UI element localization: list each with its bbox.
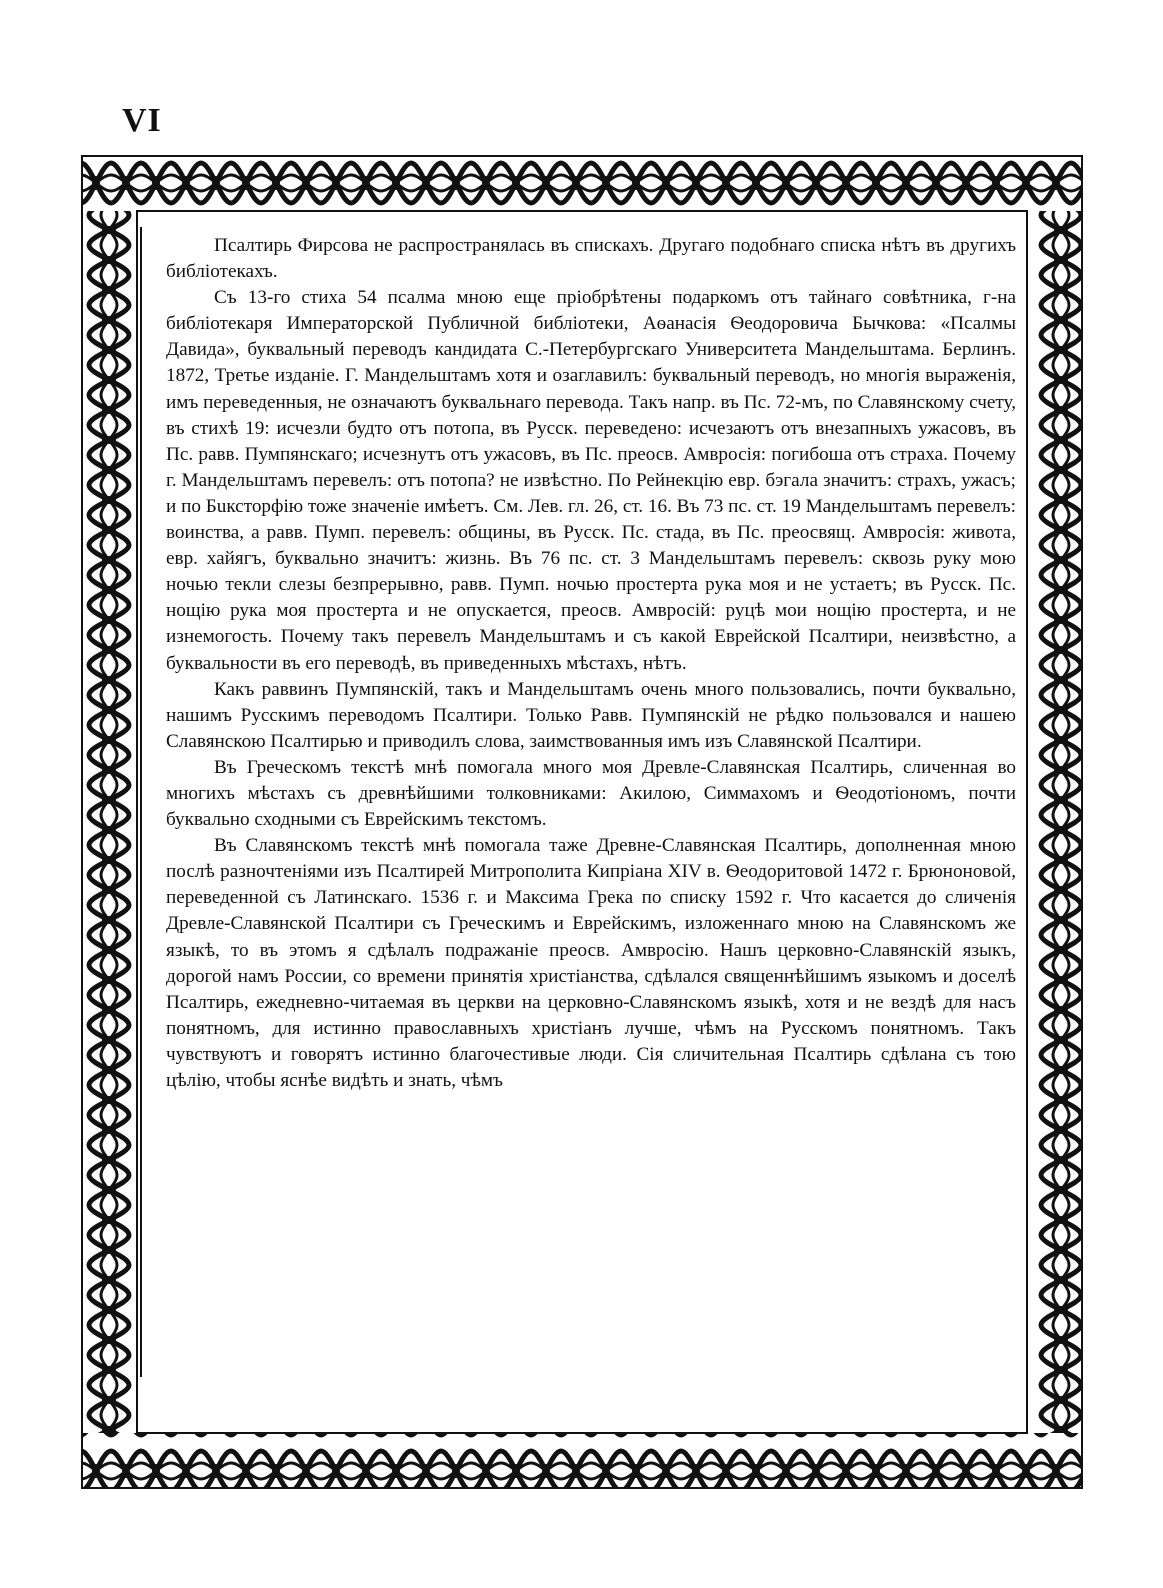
page-number: VI bbox=[122, 102, 162, 139]
body-text bbox=[140, 227, 1028, 1377]
paragraph: Въ Греческомъ текстѣ мнѣ помогала много моя Древле-Славянская Псалтирь, сличенная во многихъ мѣстахъ съ древнѣйшими толковниками: Акилою, Симмахомъ и Ѳеодотіономъ, почти буквально сходными съ Еврейскимъ текстомъ. bbox=[166, 756, 1016, 831]
paragraph: Съ 13-го стиха 54 псалма мною еще пріобрѣтены подаркомъ отъ тайнаго совѣтника, г-на библіотекаря Императорской Публичной библіотеки, Аѳанасія Ѳеодоровича Бычкова: «Псалмы Давида», буквальный переводъ кандидата С.-Петербургскаго Университета Мандельштама. Берлинъ. 1872, Третье изданіе. Г. Мандельштамъ хотя и озаглавилъ: буквальный переводъ, но многія выраженія, имъ переведенныя, не означаютъ буквальнаго перевода. Такъ напр. въ Пс. 72-мъ, по Славянскому счету, въ стихѣ 19: исчезли будто отъ потопа, въ Русск. переведено: исчезаютъ отъ внезапныхъ ужасовъ, въ Пс. равв. Пумпянскаго; исчезнутъ отъ ужасовъ, въ Пс. преосв. Амвросія: погибоша отъ страха. Почему г. Мандельштамъ перевелъ: отъ потопа? не извѣстно. По Рейнекцію евр. бэгала значитъ: страхъ, ужасъ; и по Бuксторфію тоже значеніе имѣетъ. См. Лев. гл. 26, ст. 16. Въ 73 пс. ст. 19 Мандельштамъ перевелъ: воинства, а равв. Пумп. перевелъ: общины, въ Русск. Пс. стада, въ Пс. преосвящ. Амвросія: живота, евр. хайягъ, буквально значитъ: жизнь. Въ 76 пс. ст. 3 Мандельштамъ перевелъ: сквозь руку мою ночью текли слезы безпрерывно, равв. Пумп. ночью простерта рука моя и не устаетъ; въ Русск. Пс. нощію рука моя простерта и не опускается, преосв. Амвросій: руцѣ мои нощію простерта, и не изнемогость. Почему такъ перевелъ Мандельштамъ и съ какой Еврейской Псалтири, неизвѣстно, а буквальности въ его переводѣ, въ приведенныхъ мѣстахъ, нѣтъ. bbox=[166, 287, 1016, 674]
paragraph: Какъ раввинъ Пумпянскій, такъ и Мандельштамъ очень много пользовались, почти буквально, нашимъ Русскимъ переводомъ Псалтири. Только Равв. Пумпянскій не рѣдко пользовался и нашею Славянскою Псалтирью и приводилъ слова, заимствованныя имъ изъ Славянской Псалтири. bbox=[166, 678, 1016, 752]
paragraph: Въ Славянскомъ текстѣ мнѣ помогала таже Древне-Славянская Псалтирь, дополненная мною послѣ разночтеніями изъ Псалтирей Митрополита Кипріана XIV в. Ѳеодоритовой 1472 г. Брюноновой, переведенной съ Латинскаго. 1536 г. и Максима Грека по списку 1592 г. Что касается до сличенія Древле-Славянской Псалтири съ Греческимъ и Еврейскимъ, изложеннаго мною на Славянскомъ же языкѣ, то въ этомъ я сдѣлалъ подражаніе преосв. Амвросію. Нашъ церковно-Славянскій языкъ, дорогой намъ России, со времени принятія христіанства, сдѣлался священнѣйшимъ языкомъ и доселѣ Псалтирь, ежедневно-читаемая въ церкви на церковно-Славянскомъ языкѣ, хотя и не вездѣ для насъ понятномъ, для истинно православныхъ христіанъ лучше, чѣмъ на Русскомъ понятномъ. Такъ чувствуютъ и говорятъ истинно благочестивые люди. Сія сличительная Псалтирь сдѣлана съ тою цѣлію, чтобы яснѣе видѣть и знать, чѣмъ bbox=[166, 835, 1016, 1091]
ornamental-frame bbox=[81, 155, 1083, 1489]
paragraph: Псалтирь Фирсова не распространялась въ спискахъ. Другаго подобнаго списка нѣтъ въ другихъ библіотекахъ. bbox=[166, 235, 1016, 283]
